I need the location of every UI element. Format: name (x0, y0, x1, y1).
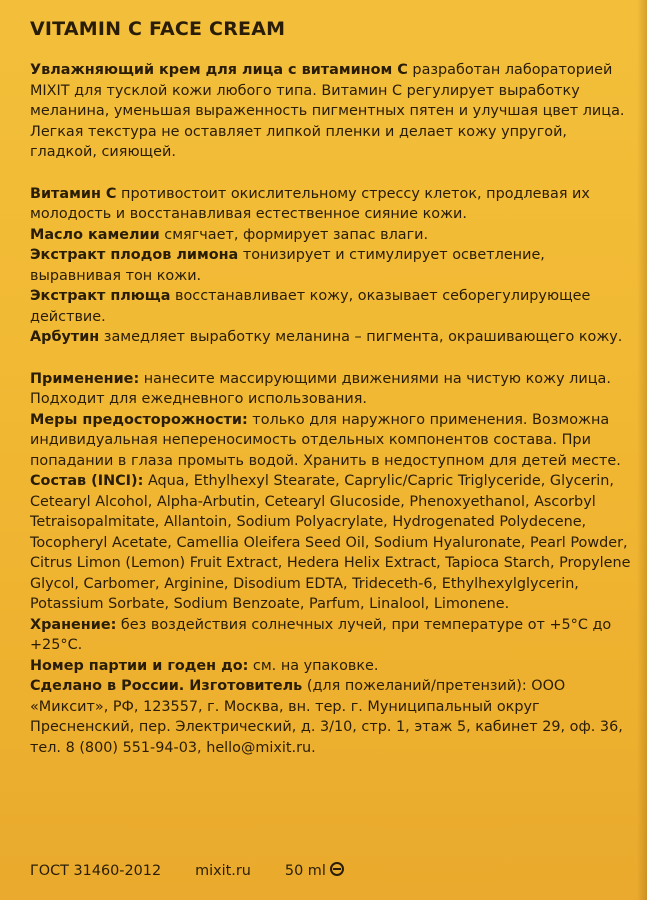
ingredient-name: Экстракт плодов лимона (30, 247, 239, 263)
detail-text: Aqua, Ethylhexyl Stearate, Caprylic/Capric Triglyceride, Glycerin, Cetearyl Alcohol, Alpha-Arbutin, Cetearyl Glucoside, Phenoxyethanol, Ascorbyl Tetraisopalmitate, Allantoin, Sodium Polyacrylate, Hydrogenated Polydecene, Tocopheryl Acetate, Camellia Oleifera Seed Oil, Sodium Hyaluronate, Pearl Powder, Citrus Limon (Lemon) Fruit Extract, Hedera Helix Extract, Tapioca Starch, Propylene Glycol, Carbomer, Arginine, Disodium EDTA, Trideceth-6, Ethylhexylglycerin, Potassium Sorbate, Sodium Benzoate, Parfum, Linalool, Limonene. (30, 473, 631, 612)
batch-paragraph (30, 656, 637, 677)
detail-heading: Применение: (30, 370, 140, 387)
volume-value: 50 ml (284, 863, 326, 879)
ingredient-desc: восстанавливает кожу, оказывает себорегулирующее действие. (30, 288, 591, 325)
ingredient-name: Масло камелии (30, 226, 160, 243)
intro-text: разработан лабораторией MIXIT для тусклой кожи любого типа. Витамин С регулирует выработку меланина, уменьшая выраженность пигментных пятен и улучшая цвет лица. Легкая текстура не оставляет липкой пленки и делает кожу упругой, гладкой, сияющей. (30, 62, 625, 160)
ingredient-desc: смягчает, формирует запас влаги. (159, 226, 429, 243)
detail-heading: Сделано в России. Изготовитель (30, 678, 303, 694)
ingredient-desc: замедляет выработку меланина – пигмента, окрашивающего кожу. (99, 329, 623, 345)
detail-heading: Номер партии и годен до: (30, 657, 249, 674)
spacer (30, 348, 637, 369)
usage-paragraph (30, 369, 637, 410)
intro-bold: Увлажняющий крем для лица с витамином С (30, 62, 408, 78)
ingredient-name: Экстракт плюща (30, 288, 171, 304)
detail-text: (для пожеланий/претензий): ООО «Миксит», РФ, 123557, г. Москва, вн. тер. г. Муниципальный округ Пресненский, пер. Электрический, д. 3/10, стр. 1, этаж 5, кабинет 29, оф. 36, тел. 8 (800) 551-94-03, hello@mixit.ru. (30, 678, 623, 756)
ingredient-vitamin-c (30, 184, 637, 225)
ingredient-camellia (30, 225, 637, 246)
composition-paragraph (30, 471, 637, 615)
ingredients-section (30, 184, 637, 348)
manufacturer-paragraph (30, 676, 637, 758)
footer-row (30, 862, 344, 879)
details-section (30, 369, 637, 759)
product-title: VITAMIN C FACE CREAM (30, 18, 286, 40)
website: mixit.ru (195, 862, 251, 879)
ingredient-ivy (30, 286, 637, 327)
storage-paragraph (30, 615, 637, 656)
intro-paragraph (30, 60, 637, 163)
ingredient-desc: тонизирует и стимулирует осветление, выравнивая тон кожи. (30, 247, 545, 284)
detail-heading: Состав (INCI): (30, 473, 144, 489)
e-mark-icon (330, 862, 344, 876)
ingredient-lemon (30, 245, 637, 286)
detail-text: см. на упаковке. (248, 657, 379, 674)
detail-heading: Меры предосторожности: (30, 411, 248, 428)
detail-text: только для наружного применения. Возможна индивидуальная непереносимость отдельных компонентов состава. При попадании в глаза промыть водой. Хранить в недоступном для детей месте. (30, 411, 621, 469)
detail-heading: Хранение: (30, 616, 117, 633)
detail-text: нанесите массирующими движениями на чистую кожу лица. Подходит для ежедневного использования. (30, 370, 611, 407)
volume (285, 862, 344, 879)
detail-text: без воздействия солнечных лучей, при температуре от +5°С до +25°С. (30, 616, 612, 653)
ingredient-name: Витамин С (30, 185, 117, 202)
ingredient-desc: противостоит окислительному стрессу клеток, продлевая их молодость и восстанавливая естественное сияние кожи. (30, 185, 590, 222)
spacer (30, 163, 637, 184)
gost-standard: ГОСТ 31460-2012 (30, 862, 162, 879)
ingredient-arbutin (30, 327, 637, 348)
ingredient-name: Арбутин (30, 329, 100, 345)
package-edge (637, 0, 647, 900)
precautions-paragraph (30, 410, 637, 472)
